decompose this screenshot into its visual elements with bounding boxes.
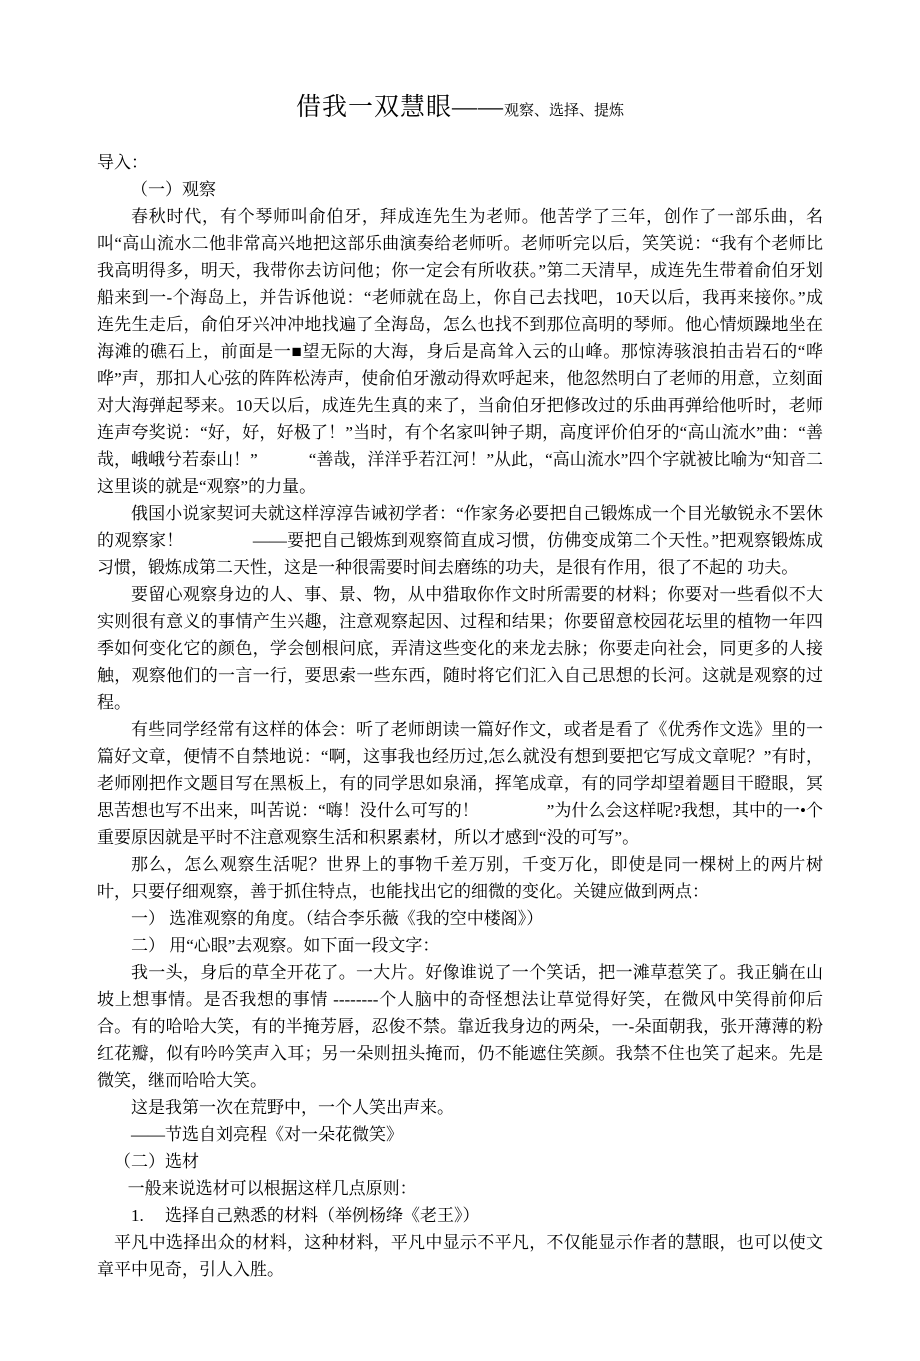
paragraph: ——节选自刘亮程《对一朵花微笑》: [131, 1125, 403, 1144]
paragraph: 那么，怎么观察生活呢？世界上的事物千差万别，千变万化，即使是同一棵树上的两片树叶，只要仔细观察，善于抓住特点，也能找出它的细微的变化。关键应做到两点：: [97, 855, 823, 901]
paragraph: （一）观察: [131, 180, 216, 199]
document-title-sub: 观察、选择、提炼: [504, 103, 625, 119]
paragraph: 要留心观察身边的人、事、景、物，从中猎取你作文时所需要的材料；你要对一些看似不大实则很有意义的事情产生兴趣，注意观察起因、过程和结果；你要留意校园花坛里的植物一年四季如何变化它的颜色，学会刨根问底，弄清这些变化的来龙去脉；你要走向社会，同更多的人接触，观察他们的一言一行，要思索一些东西，随时将它们汇入自己思想的长河。这就是观察的过程。: [97, 585, 823, 712]
paragraph: 二） 用“心眼”去观察。如下面一段文字：: [131, 936, 440, 955]
paragraph: 这是我第一次在荒野中，一个人笑出声来。: [131, 1098, 454, 1117]
paragraph: 俄国小说家契诃夫就这样淳淳告诫初学者：“作家务必要把自己锻炼成一个目光敏锐永不罢休的观察家！ ——要把自己锻炼到观察简直成习惯，仿佛变成第二个天性。”把观察锻炼成习惯，锻炼成第二天性，这是一种很需要时间去磨练的功夫，是很有作用，很了不起的 功夫。: [97, 504, 823, 577]
paragraph: 一般来说选材可以根据这样几点原则：: [127, 1179, 417, 1198]
document-title: [97, 86, 823, 123]
paragraph: （二）选材: [114, 1152, 199, 1171]
paragraph: 有些同学经常有这样的体会：听了老师朗读一篇好作文，或者是看了《优秀作文选》里的一篇好文章，便情不自禁地说：“啊，这事我也经历过,怎么就没有想到要把它写成文章呢？”有时，老师刚把作文题目写在黑板上，有的同学思如泉涌，挥笔成章，有的同学却望着题目干瞪眼，冥思苦想也写不出来，叫苦说：“嗨！没什么可写的！ ”为什么会这样呢?我想，其中的一•个重要原因就是平时不注意观察生活和积累素材，所以才感到“没的可写”。: [97, 720, 823, 847]
paragraph: 导入：: [97, 153, 148, 172]
paragraph: 我一头，身后的草全开花了。一大片。好像谁说了一个笑话，把一滩草惹笑了。我正躺在山坡上想事情。是否我想的事情 --------个人脑中的奇怪想法让草觉得好笑，在微风中笑得前仰后合。有的哈哈大笑，有的半掩芳唇，忍俊不禁。靠近我身边的两朵，一-朵面朝我，张开薄薄的粉红花瓣，似有吟吟笑声入耳；另一朵则扭头掩而，仍不能遮住笑颜。我禁不住也笑了起来。先是微笑，继而哈哈大笑。: [97, 963, 823, 1090]
paragraph: 春秋时代，有个琴师叫俞伯牙，拜成连先生为老师。他苦学了三年，创作了一部乐曲，名叫“高山流水二他非常高兴地把这部乐曲演奏给老师听。老师听完以后，笑笑说：“我有个老师比我高明得多，明天，我带你去访问他；你一定会有所收获。”第二天清早，成连先生带着俞伯牙划船来到一-个海岛上，并告诉他说：“老师就在岛上，你自己去找吧，10天以后，我再来接你。”成连先生走后，俞伯牙兴冲冲地找遍了全海岛，怎么也找不到那位高明的琴师。他心情烦躁地坐在海滩的礁石上，前面是一■望无际的大海，身后是高耸入云的山峰。那惊涛骇浪拍击岩石的“哗哗”声，那扣人心弦的阵阵松涛声，使俞伯牙激动得欢呼起来，他忽然明白了老师的用意，立刻面对大海弹起琴来。10天以后，成连先生真的来了，当俞伯牙把修改过的乐曲再弹给他听时，老师连声夸奖说：“好，好，好极了！”当时，有个名家叫钟子期，高度评价伯牙的“高山流水”曲：“善哉，峨峨兮若泰山！” “善哉，洋洋乎若江河！”从此，“高山流水”四个字就被比喻为“知音二这里谈的就是“观察”的力量。: [97, 207, 823, 496]
paragraph: 一） 选准观察的角度。（结合李乐薇《我的空中楼阁》）: [131, 909, 544, 928]
paragraph: 平凡中选择出众的材料，这种材料，平凡中显示不平凡，不仅能显示作者的慧眼，也可以使文章平中见奇，引人入胜。: [97, 1233, 823, 1279]
document-title-main: 借我一双慧眼——: [295, 94, 504, 121]
paragraph: 1. 选择自己熟悉的材料（举例杨绛《老王》）: [131, 1206, 480, 1225]
document-body: [97, 149, 823, 1283]
